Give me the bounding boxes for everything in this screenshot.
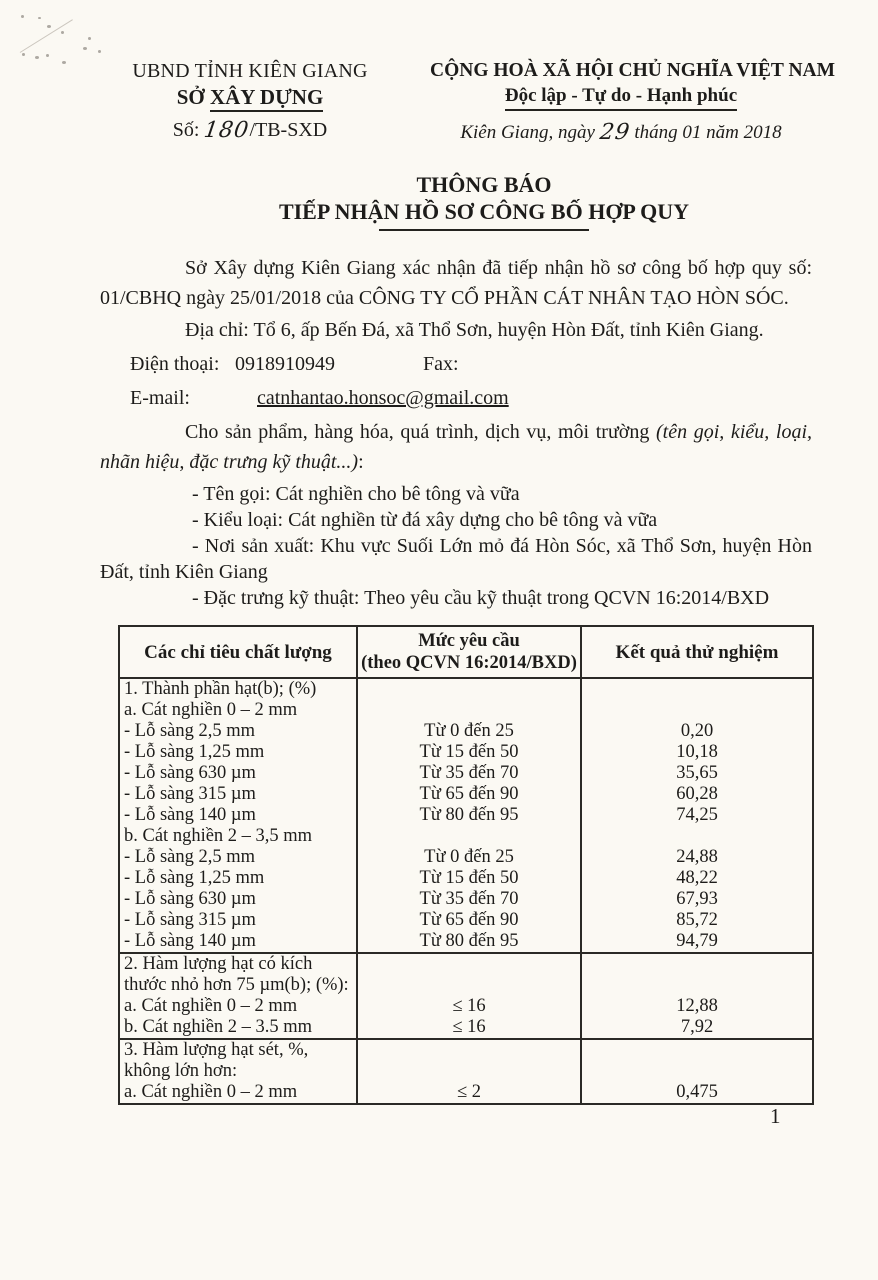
table-row	[119, 889, 813, 910]
table-cell: - Lỗ sàng 2,5 mm	[119, 721, 357, 742]
table-row	[119, 1017, 813, 1039]
parent-agency: UBND TỈNH KIÊN GIANG	[132, 60, 368, 82]
table-cell: 60,28	[581, 784, 813, 805]
table-header-criteria	[119, 626, 357, 678]
table-row	[119, 826, 813, 847]
paragraph-confirmation: Sở Xây dựng Kiên Giang xác nhận đã tiếp nhận hồ sơ công bố hợp quy số: 01/CBHQ ngày 25/01/2018 của CÔNG TY CỔ PHẦN CÁT NHÂN TẠO HÒN SÓC.	[100, 257, 812, 309]
table-cell: ≤ 16	[357, 1017, 581, 1039]
header-criteria-text: Các chỉ tiêu chất lượng	[144, 641, 332, 663]
table-cell: 1. Thành phần hạt(b); (%)	[119, 678, 357, 700]
quality-criteria-table	[118, 625, 814, 1105]
table-cell: 35,65	[581, 763, 813, 784]
email-line	[130, 383, 812, 413]
table-cell	[581, 1039, 813, 1061]
phone-fax-line	[130, 349, 812, 379]
table-cell	[581, 700, 813, 721]
table-cell: ≤ 2	[357, 1082, 581, 1104]
agency-name	[100, 84, 400, 110]
table-cell: 0,475	[581, 1082, 813, 1104]
table-row	[119, 742, 813, 763]
table-row	[119, 1039, 813, 1061]
table-cell: 85,72	[581, 910, 813, 931]
table-header-result	[581, 626, 813, 678]
list-item-kieu-loai: - Kiểu loại: Cát nghiền từ đá xây dựng cho bê tông và vữa	[192, 509, 658, 531]
fax-label: Fax:	[423, 353, 459, 375]
paragraph-address: Địa chỉ: Tổ 6, ấp Bến Đá, xã Thổ Sơn, huyện Hòn Đất, tỉnh Kiên Giang.	[185, 319, 764, 341]
table-cell	[357, 975, 581, 996]
table-row	[119, 910, 813, 931]
table-cell: 12,88	[581, 996, 813, 1017]
table-cell: - Lỗ sàng 315 µm	[119, 910, 357, 931]
phone-label: Điện thoại:	[130, 353, 220, 375]
table-cell: b. Cát nghiền 2 – 3,5 mm	[119, 826, 357, 847]
table-header-row	[119, 626, 813, 678]
table-cell: - Lỗ sàng 630 µm	[119, 763, 357, 784]
table-cell	[581, 975, 813, 996]
table-cell	[581, 1061, 813, 1082]
header-result-text: Kết quả thử nghiệm	[615, 641, 779, 663]
scan-speck	[62, 61, 66, 64]
table-cell: Từ 35 đến 70	[357, 889, 581, 910]
national-name: CỘNG HOÀ XÃ HỘI CHỦ NGHĨA VIỆT NAM	[430, 60, 836, 81]
list-item-noi-san-xuat: - Nơi sản xuất: Khu vực Suối Lớn mỏ đá Hòn Sóc, xã Thổ Sơn, huyện Hòn Đất, tỉnh Kiên Giang	[100, 535, 812, 583]
table-row	[119, 763, 813, 784]
table-row	[119, 700, 813, 721]
paragraph-products-italic: (tên gọi, kiểu, loại, nhãn hiệu, đặc trưng kỹ thuật...)	[100, 421, 812, 473]
table-row	[119, 721, 813, 742]
table-cell: a. Cát nghiền 0 – 2 mm	[119, 996, 357, 1017]
paragraph-products-colon: :	[358, 451, 364, 473]
title-line1: THÔNG BÁO	[416, 172, 552, 197]
table-cell: 48,22	[581, 868, 813, 889]
scan-speck	[21, 15, 24, 18]
table-cell: 74,25	[581, 805, 813, 826]
national-motto-text: Độc lập - Tự do - Hạnh phúc	[505, 85, 737, 111]
place-date-line	[430, 120, 812, 145]
scan-speck	[98, 50, 101, 53]
table-row	[119, 996, 813, 1017]
table-cell	[581, 678, 813, 700]
header-requirement-line2: (theo QCVN 16:2014/BXD)	[361, 653, 577, 673]
table-cell: - Lỗ sàng 140 µm	[119, 931, 357, 953]
issuing-agency-block	[100, 58, 400, 143]
table-cell: - Lỗ sàng 630 µm	[119, 889, 357, 910]
table-row	[119, 1061, 813, 1082]
agency-name-underlined: XÂY DỰNG	[210, 85, 323, 112]
table-cell	[357, 953, 581, 975]
agency-name-prefix: SỞ	[176, 85, 210, 109]
scan-speck	[35, 56, 39, 59]
scan-speck	[83, 47, 87, 50]
table-row	[119, 805, 813, 826]
product-detail-list	[100, 481, 812, 611]
list-item-ten-goi: - Tên gọi: Cát nghiền cho bê tông và vữa	[192, 483, 520, 505]
table-cell: 94,79	[581, 931, 813, 953]
table-cell: Từ 80 đến 95	[357, 931, 581, 953]
table-cell: Từ 15 đến 50	[357, 742, 581, 763]
table-cell	[357, 826, 581, 847]
scan-speck	[22, 53, 25, 56]
table-cell: Từ 0 đến 25	[357, 847, 581, 868]
table-cell: không lớn hơn:	[119, 1061, 357, 1082]
date-suffix: tháng 01 năm 2018	[634, 122, 782, 143]
header-requirement-line1: Mức yêu cầu	[418, 631, 520, 651]
table-cell: b. Cát nghiền 2 – 3.5 mm	[119, 1017, 357, 1039]
list-item-dac-trung: - Đặc trưng kỹ thuật: Theo yêu cầu kỹ thuật trong QCVN 16:2014/BXD	[192, 587, 770, 609]
table-cell	[357, 678, 581, 700]
table-cell: Từ 80 đến 95	[357, 805, 581, 826]
table-header-requirement	[357, 626, 581, 678]
table-cell: 0,20	[581, 721, 813, 742]
table-cell	[357, 1039, 581, 1061]
table-cell: a. Cát nghiền 0 – 2 mm	[119, 1082, 357, 1104]
document-header	[100, 58, 836, 145]
table-row	[119, 1082, 813, 1104]
table-cell: thước nhỏ hơn 75 µm(b); (%):	[119, 975, 357, 996]
table-cell: - Lỗ sàng 1,25 mm	[119, 742, 357, 763]
date-prefix: Kiên Giang, ngày	[460, 122, 595, 143]
table-row	[119, 868, 813, 889]
scan-speck	[47, 25, 51, 28]
table-cell	[357, 1061, 581, 1082]
page-number: 1	[770, 1104, 781, 1128]
table-row	[119, 931, 813, 953]
table-row	[119, 953, 813, 975]
table-cell: ≤ 16	[357, 996, 581, 1017]
scan-speck	[88, 37, 91, 40]
table-cell	[357, 700, 581, 721]
table-cell: 7,92	[581, 1017, 813, 1039]
document-number-suffix: /TB-SXD	[249, 119, 328, 141]
table-cell: 10,18	[581, 742, 813, 763]
email-label: E-mail:	[130, 387, 190, 409]
table-cell	[581, 826, 813, 847]
scan-speck	[46, 54, 49, 57]
paragraph-products-text: Cho sản phẩm, hàng hóa, quá trình, dịch vụ, môi trường	[185, 421, 657, 443]
table-cell: Từ 0 đến 25	[357, 721, 581, 742]
table-row	[119, 847, 813, 868]
table-row	[119, 784, 813, 805]
table-row	[119, 678, 813, 700]
title-line2: TIẾP NHẬN HỒ SƠ CÔNG BỐ HỢP QUY	[278, 199, 690, 224]
table-cell: - Lỗ sàng 2,5 mm	[119, 847, 357, 868]
table-cell: Từ 65 đến 90	[357, 910, 581, 931]
document-number-handwritten: 180	[202, 118, 252, 143]
scan-speck	[61, 31, 64, 34]
table-cell: a. Cát nghiền 0 – 2 mm	[119, 700, 357, 721]
email-value: catnhantao.honsoc@gmail.com	[257, 387, 509, 409]
table-cell: 3. Hàm lượng hạt sét, %,	[119, 1039, 357, 1061]
date-day-handwritten: 29	[597, 120, 632, 145]
table-cell: 24,88	[581, 847, 813, 868]
document-number-label: Số:	[172, 119, 200, 141]
table-cell: Từ 35 đến 70	[357, 763, 581, 784]
table-cell: - Lỗ sàng 1,25 mm	[119, 868, 357, 889]
table-cell: Từ 15 đến 50	[357, 868, 581, 889]
table-cell: - Lỗ sàng 315 µm	[119, 784, 357, 805]
table-cell: 2. Hàm lượng hạt có kích	[119, 953, 357, 975]
table-cell: 67,93	[581, 889, 813, 910]
scan-speck	[38, 17, 41, 19]
table-cell: Từ 65 đến 90	[357, 784, 581, 805]
table-cell	[581, 953, 813, 975]
table-row	[119, 975, 813, 996]
table-cell: - Lỗ sàng 140 µm	[119, 805, 357, 826]
national-motto-block	[430, 58, 836, 145]
paragraph-products	[100, 417, 812, 477]
document-number-line	[100, 118, 400, 143]
phone-value: 0918910949	[235, 353, 335, 375]
document-title	[100, 171, 812, 231]
national-motto	[430, 85, 812, 111]
title-underline	[379, 229, 589, 231]
